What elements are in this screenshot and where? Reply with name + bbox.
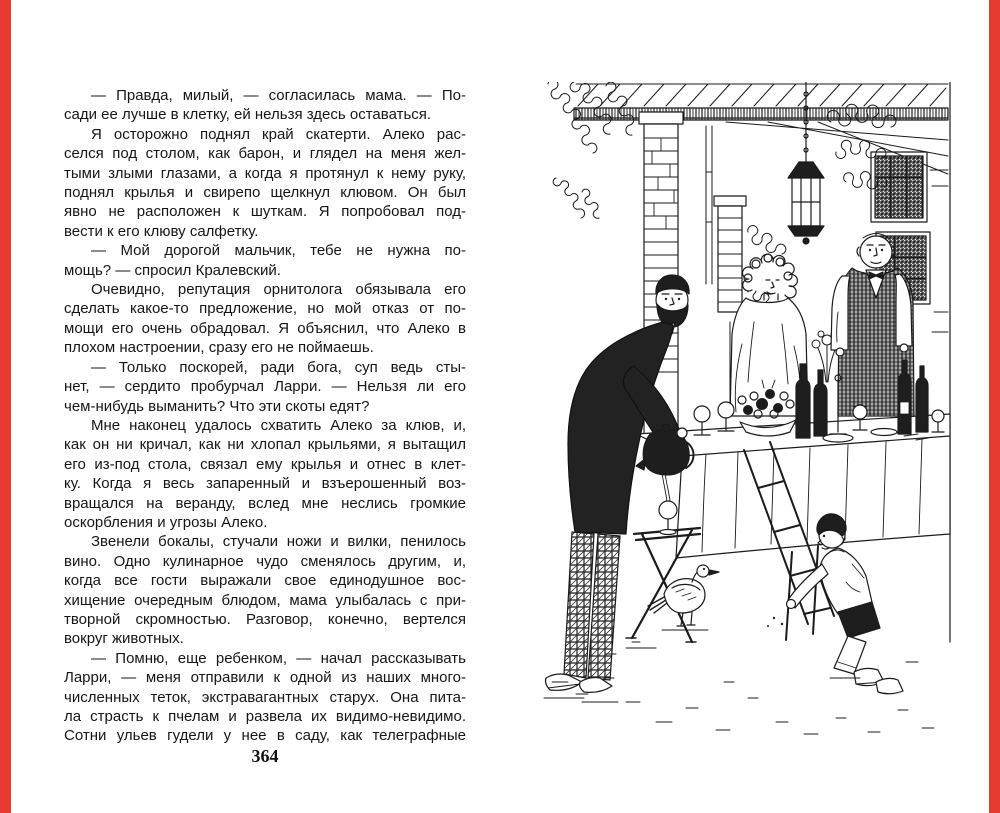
text-line: чем-нибудь выманить? Что эти скоты едят?	[64, 397, 370, 415]
text-line: мощь? — спросил Кралевский.	[64, 261, 281, 279]
red-bar-right	[989, 0, 1000, 813]
illustration	[486, 82, 954, 750]
text-line: оскорбления и угрозы Алеко.	[64, 513, 268, 531]
text-line: явно не расположен к шуткам. Я попробовал под-	[64, 203, 466, 221]
text-line: — Мой дорогой мальчик, тебе не нужна по-	[91, 242, 466, 260]
seagull	[648, 565, 719, 626]
text-line: вино. Одно кулинарное чудо сменялось другим, и,	[64, 552, 466, 570]
text-line: Ларри, — меня отправили к одной из наших много-	[64, 669, 466, 687]
text-line: мощи его очень обрадовал. Я объяснил, что Алеко в	[64, 319, 466, 337]
text-line: — Только поскорей, ради бога, суп ведь сты-	[91, 358, 466, 376]
text-line: как он ни кричал, как ни хлопал крыльями, я вытащил	[64, 436, 466, 454]
page-number: 364	[251, 746, 279, 766]
text-line: ла страсть к пчелам и развела их видимо-невидимо.	[64, 708, 466, 725]
text-line: вращался на веранду, вслед мне неслись громкие	[64, 494, 466, 512]
text-line: — Правда, милый, — согласилась мама. — По-	[91, 87, 466, 104]
text-line: вокруг животных.	[64, 630, 184, 648]
text-line: плохом настроении, сразу его не поймаешь.	[64, 339, 374, 357]
text-line: сади ее лучше в клетку, ей нельзя здесь оставаться.	[64, 106, 432, 124]
text-line: — Помню, еще ребенком, — начал рассказывать	[91, 649, 466, 667]
text-line: хищение очередным блюдом, мама улыбалась с при-	[64, 591, 466, 609]
illustration-svg	[486, 82, 954, 750]
text-line: творной скромностью. Разговор, конечно, вертелся	[64, 610, 466, 628]
text-line: вести к его клюву салфетку.	[64, 222, 259, 240]
text-line: когда все гости выражали свое единодушное вос-	[64, 572, 466, 590]
text-line: ку. Когда я весь запаренный и взъерошенный воз-	[64, 475, 466, 493]
text-line: численных теток, экстравагантных старух. Она пита-	[64, 688, 466, 706]
text-line: Сотни ульев гудели у нее в саду, как телеграфные	[64, 727, 466, 745]
text-line: поднял крылья и свирепо щелкнул клювом. Он был	[64, 184, 466, 202]
text-column	[64, 86, 466, 746]
text-line: Я осторожно поднял край скатерти. Алеко рас-	[91, 125, 466, 143]
red-bar-left	[0, 0, 11, 813]
text-line: нет, — сердито пробурчал Ларри. — Нельзя ли его	[64, 378, 466, 396]
lantern	[788, 82, 824, 244]
text-line: его из-под стола, связал ему крылья и отнес в клет-	[64, 455, 466, 473]
text-line: Очевидно, репутация орнитолога обязывала его	[91, 281, 466, 299]
text-line: Мне наконец удалось схватить Алеко за клюв, и,	[91, 416, 466, 434]
text-line: селся под столом, как барон, и глядел на меня жел-	[64, 145, 466, 163]
text-line: сделать какое-то предложение, но мой отказ от по-	[64, 300, 466, 318]
text-line: Звенели бокалы, стучали ножи и вилки, пенилось	[91, 533, 466, 551]
text-line: тыми злыми глазами, а когда я протянул к нему руку,	[64, 164, 466, 182]
